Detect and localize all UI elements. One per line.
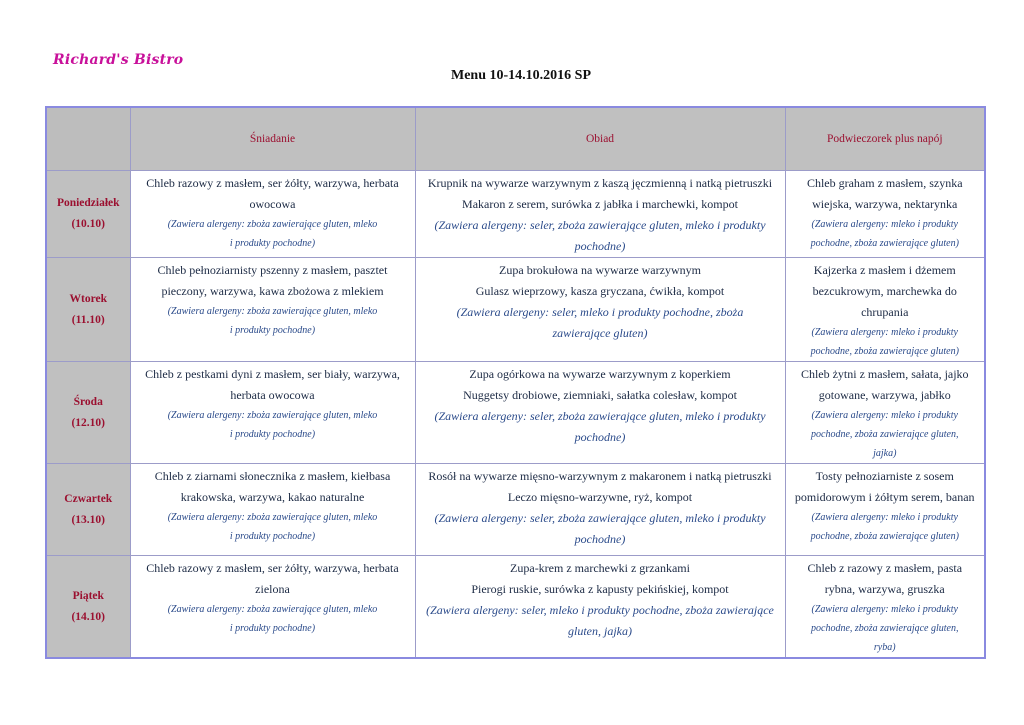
dish-line: Nuggetsy drobiowe, ziemniaki, sałatka colesław, kompot bbox=[463, 388, 737, 402]
dish-line: Pierogi ruskie, surówka z kapusty pekińskiej, kompot bbox=[471, 582, 729, 596]
dish-line: Leczo mięsno-warzywne, ryż, kompot bbox=[507, 490, 693, 504]
day-date: (11.10) bbox=[71, 313, 105, 326]
dish-line: Zupa-krem z marchewki z grzankami bbox=[510, 561, 690, 575]
dish-line: Chleb pełnoziarnisty pszenny z masłem, pasztet bbox=[157, 263, 388, 277]
meal-cell-snack bbox=[785, 362, 985, 464]
meal-cell-breakfast bbox=[130, 464, 415, 556]
meal-cell-lunch bbox=[415, 258, 785, 362]
dish-line: zielona bbox=[255, 582, 290, 596]
allergen-note: pochodne, zboża zawierające gluten) bbox=[810, 531, 959, 542]
allergen-note: (Zawiera alergeny: zboża zawierające gluten, mleko bbox=[167, 219, 378, 230]
day-date: (10.10) bbox=[71, 218, 106, 230]
day-name: Wtorek bbox=[69, 292, 107, 305]
dish-line: Tosty pełnoziarniste z sosem bbox=[815, 469, 954, 483]
dish-line: chrupania bbox=[861, 305, 909, 319]
day-name: Czwartek bbox=[64, 492, 113, 505]
dish-line: pieczony, warzywa, kawa zbożowa z mlekiem bbox=[161, 284, 384, 298]
day-date: (13.10) bbox=[71, 513, 106, 526]
dish-line: Chleb razowy z masłem, ser żółty, warzywa, herbata bbox=[146, 561, 399, 575]
allergen-note: i produkty pochodne) bbox=[229, 325, 316, 336]
dish-line: Chleb z pestkami dyni z masłem, ser biały, warzywa, bbox=[145, 367, 400, 381]
day-date: (12.10) bbox=[71, 416, 106, 429]
dish-line: pomidorowym i żółtym serem, banan bbox=[794, 490, 975, 504]
header-corner bbox=[46, 107, 130, 171]
dish-line: Chleb z ziarnami słonecznika z masłem, kiełbasa bbox=[154, 469, 391, 483]
meal-cell-snack bbox=[785, 464, 985, 556]
header-snack: Podwieczorek plus napój bbox=[785, 107, 985, 171]
day-row bbox=[46, 258, 985, 362]
allergen-note: (Zawiera alergeny: mleko i produkty bbox=[811, 512, 958, 523]
allergen-note: pochodne, zboża zawierające gluten) bbox=[810, 346, 959, 357]
dish-line: Zupa brokułowa na wywarze warzywnym bbox=[499, 263, 701, 277]
meal-cell-snack bbox=[785, 258, 985, 362]
dish-line: wiejska, warzywa, nektarynka bbox=[812, 197, 958, 211]
day-name: Piątek bbox=[72, 589, 104, 602]
dish-line: Chleb żytni z masłem, sałata, jajko bbox=[800, 367, 969, 381]
dish-line: Kajzerka z masłem i dżemem bbox=[813, 263, 956, 277]
meal-cell-snack bbox=[785, 171, 985, 258]
day-row bbox=[46, 362, 985, 464]
header-breakfast: Śniadanie bbox=[130, 107, 415, 171]
dish-line: bezcukrowym, marchewka do bbox=[812, 284, 957, 298]
allergen-note: pochodne, zboża zawierające gluten, bbox=[811, 429, 959, 440]
allergen-note: (Zawiera alergeny: mleko i produkty bbox=[811, 327, 958, 338]
day-label bbox=[46, 258, 130, 362]
dish-line: Krupnik na wywarze warzywnym z kaszą jęczmienną i natką pietruszki bbox=[427, 176, 773, 190]
dish-line: Chleb razowy z masłem, ser żółty, warzywa, herbata bbox=[146, 176, 399, 190]
day-row bbox=[46, 556, 985, 659]
meal-cell-breakfast bbox=[130, 258, 415, 362]
meal-cell-lunch bbox=[415, 464, 785, 556]
dish-line: rybna, warzywa, gruszka bbox=[824, 582, 945, 596]
day-label bbox=[46, 171, 130, 258]
dish-line: owocowa bbox=[249, 197, 296, 211]
meal-cell-lunch bbox=[415, 362, 785, 464]
allergen-note: pochodne) bbox=[574, 239, 626, 253]
day-name: Środa bbox=[73, 395, 103, 408]
allergen-note: (Zawiera alergeny: zboża zawierające gluten, mleko bbox=[167, 604, 378, 615]
allergen-note: (Zawiera alergeny: zboża zawierające gluten, mleko bbox=[167, 410, 378, 421]
dish-line: Chleb graham z masłem, szynka bbox=[806, 176, 963, 190]
allergen-note: (Zawiera alergeny: zboża zawierające gluten, mleko bbox=[167, 512, 378, 523]
allergen-note: pochodne) bbox=[574, 532, 626, 546]
dish-line: Makaron z serem, surówka z jabłka i marchewki, kompot bbox=[462, 197, 738, 211]
allergen-note: (Zawiera alergeny: mleko i produkty bbox=[811, 604, 958, 615]
allergen-note: (Zawiera alergeny: seler, mleko i produkty pochodne, zboża bbox=[456, 305, 744, 319]
brand-logo: Richard's Bistro bbox=[53, 52, 184, 68]
allergen-note: (Zawiera alergeny: seler, zboża zawierające gluten, mleko i produkty bbox=[434, 511, 766, 525]
day-row bbox=[46, 464, 985, 556]
allergen-note: i produkty pochodne) bbox=[229, 238, 316, 249]
dish-line: gotowane, warzywa, jabłko bbox=[818, 388, 951, 402]
meal-cell-breakfast bbox=[130, 556, 415, 659]
allergen-note: (Zawiera alergeny: seler, zboża zawierające gluten, mleko i produkty bbox=[434, 409, 766, 423]
dish-line: Chleb z razowy z masłem, pasta bbox=[807, 561, 963, 575]
allergen-note: i produkty pochodne) bbox=[229, 623, 316, 634]
allergen-note: ryba) bbox=[873, 642, 896, 653]
allergen-note: (Zawiera alergeny: zboża zawierające gluten, mleko bbox=[167, 306, 378, 317]
allergen-note: pochodne) bbox=[574, 430, 626, 444]
allergen-note: (Zawiera alergeny: mleko i produkty bbox=[811, 410, 958, 421]
dish-line: Gulasz wieprzowy, kasza gryczana, ćwikła, kompot bbox=[475, 284, 725, 298]
dish-line: krakowska, warzywa, kakao naturalne bbox=[180, 490, 365, 504]
allergen-note: pochodne, zboża zawierające gluten) bbox=[810, 238, 959, 249]
header-lunch: Obiad bbox=[415, 107, 785, 171]
meal-cell-lunch bbox=[415, 556, 785, 659]
day-label bbox=[46, 362, 130, 464]
meal-cell-lunch bbox=[415, 171, 785, 258]
header-row bbox=[46, 107, 985, 171]
meal-cell-breakfast bbox=[130, 362, 415, 464]
day-name: Poniedziałek bbox=[56, 197, 120, 209]
day-label bbox=[46, 464, 130, 556]
meal-cell-snack bbox=[785, 556, 985, 659]
allergen-note: gluten, jajka) bbox=[568, 624, 632, 638]
day-row bbox=[46, 171, 985, 258]
day-date: (14.10) bbox=[71, 610, 106, 623]
dish-line: Rosół na wywarze mięsno-warzywnym z makaronem i natką pietruszki bbox=[428, 469, 772, 483]
allergen-note: zawierające gluten) bbox=[552, 326, 648, 340]
dish-line: herbata owocowa bbox=[230, 388, 315, 402]
allergen-note: jajka) bbox=[873, 448, 897, 459]
allergen-note: (Zawiera alergeny: mleko i produkty bbox=[811, 219, 958, 230]
day-label bbox=[46, 556, 130, 659]
dish-line: Zupa ogórkowa na wywarze warzywnym z koperkiem bbox=[469, 367, 731, 381]
allergen-note: i produkty pochodne) bbox=[229, 429, 316, 440]
allergen-note: pochodne, zboża zawierające gluten, bbox=[811, 623, 959, 634]
allergen-note: (Zawiera alergeny: seler, zboża zawierające gluten, mleko i produkty bbox=[434, 218, 766, 232]
allergen-note: i produkty pochodne) bbox=[229, 531, 316, 542]
allergen-note: (Zawiera alergeny: seler, mleko i produkty pochodne, zboża zawierające bbox=[426, 603, 774, 617]
page-title: Menu 10-14.10.2016 SP bbox=[451, 68, 591, 83]
menu-table bbox=[45, 106, 986, 659]
meal-cell-breakfast bbox=[130, 171, 415, 258]
